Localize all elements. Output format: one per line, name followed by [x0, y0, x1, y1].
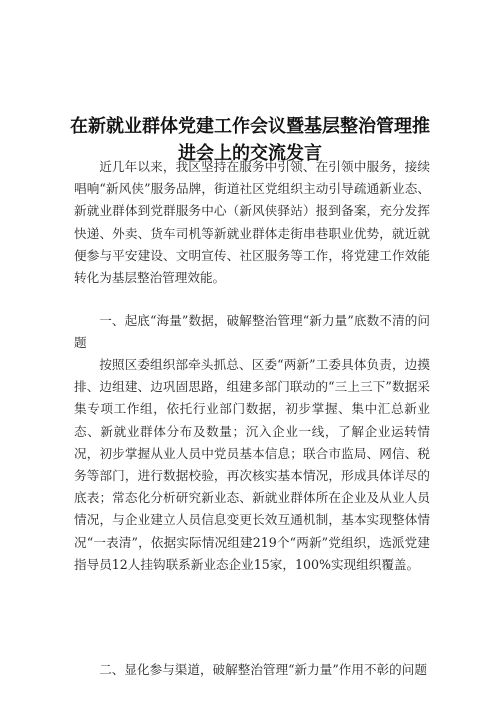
section-one-heading: 一、起底“海量”数据，破解整治管理“新力量”底数不清的问题 — [74, 313, 430, 351]
intro-paragraph: 近几年以来，我区坚持在服务中引领、在引领中服务，接续唱响“新风侠”服务品牌，街道社区党组织主动引导疏通新业态、新就业群体到党群服务中心（新风侠驿站）报到备案，充分发挥快递、外卖、货车司机等新就业群体走街串巷职业优势，就近就便参与平安建设、文明宣传、社区服务等工作，将党建工作效能转化为基层整治管理效能。 — [74, 159, 430, 286]
section-two-heading: 二、显化参与渠道，破解整治管理“新力量”作用不彰的问题 — [99, 662, 427, 677]
section-one-paragraph: 按照区委组织部牵头抓总、区委“两新”工委具体负责，边摸排、边组建、边巩固思路，组建多部门联动的“三上三下”数据采集专项工作组，依托行业部门数据，初步掌握、集中汇总新业态、新就业群体分布及数量；沉入企业一线，了解企业运转情况，初步掌握从业人员中党员基本信息；联合市监局、网信、税务等部门，进行数据校验，再次核实基本情况，形成具体详尽的底表；常态化分析研究新业态、新就业群体所在企业及从业人员情况，与企业建立人员信息变更长效互通机制，基本实现整体情况“一表清”，依据实际情况组建219个“两新”党组织，选派党建指导员12人挂钩联系新业态企业15家，100%实现组织覆盖。 — [74, 357, 430, 572]
document-title: 在新就业群体党建工作会议暨基层整治管理推进会上的交流发言 — [70, 116, 430, 164]
